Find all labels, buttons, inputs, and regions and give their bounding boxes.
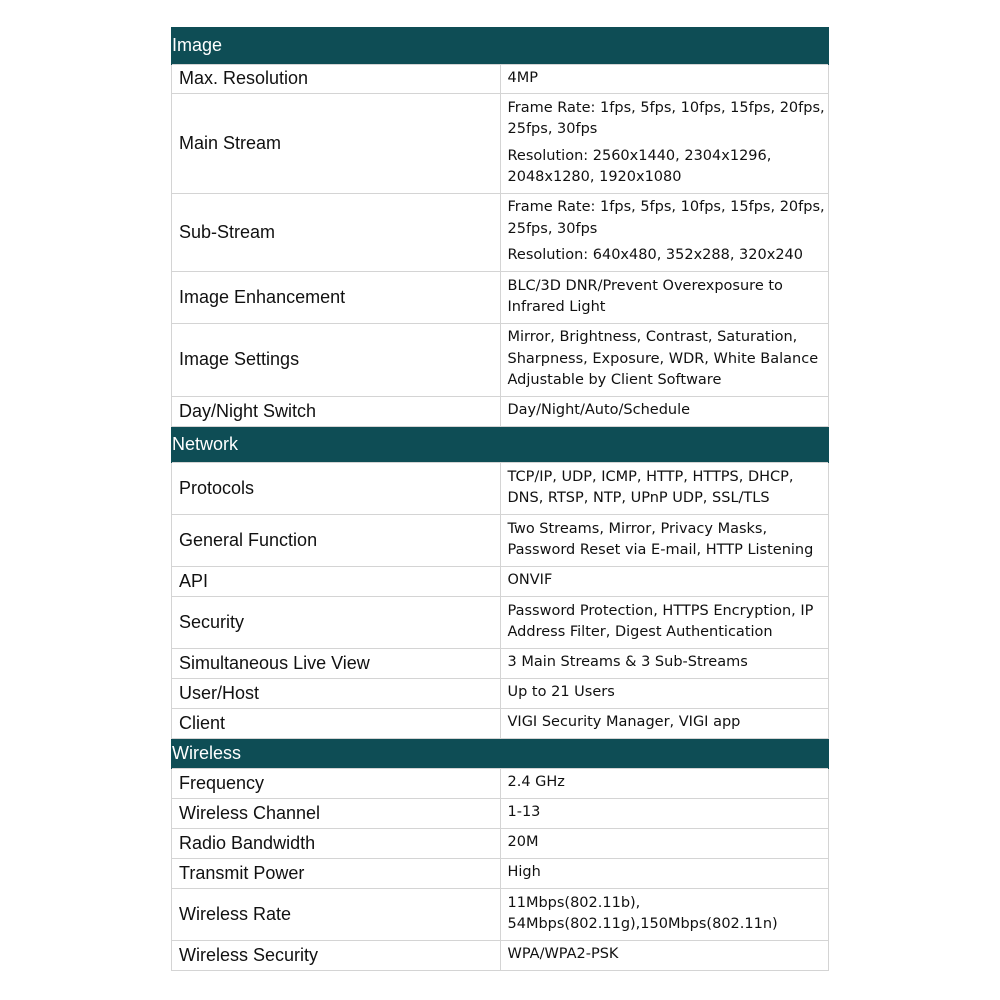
spec-value-line: Resolution: 2560x1440, 2304x1296, 2048x1280, 1920x1080 [507, 147, 772, 185]
spec-value [500, 271, 829, 323]
spec-label: Wireless Channel [172, 798, 501, 828]
spec-value [500, 858, 829, 888]
spec-value [500, 940, 829, 970]
spec-label: Security [172, 596, 501, 648]
spec-value [500, 323, 829, 396]
spec-row-wireless-channel [172, 798, 829, 828]
spec-label: Main Stream [172, 93, 501, 193]
spec-label: Day/Night Switch [172, 396, 501, 426]
spec-label: Image Enhancement [172, 271, 501, 323]
section-title: Image [172, 27, 829, 64]
spec-label: Frequency [172, 768, 501, 798]
spec-value-line: 4MP [507, 69, 538, 86]
spec-label: Transmit Power [172, 858, 501, 888]
spec-value-line: 1-13 [507, 804, 541, 821]
spec-value-line: Password Protection, HTTPS Encryption, IP Address Filter, Digest Authentication [507, 602, 814, 640]
spec-value [500, 193, 829, 271]
spec-row-sub-stream [172, 193, 829, 271]
spec-row-protocols [172, 462, 829, 514]
spec-value-line: High [507, 864, 541, 881]
spec-value-line: 20M [507, 834, 539, 851]
spec-label: Max. Resolution [172, 64, 501, 93]
spec-value [500, 648, 829, 678]
spec-value [500, 93, 829, 193]
section-title: Wireless [172, 738, 829, 768]
spec-row-api [172, 566, 829, 596]
spec-value [500, 768, 829, 798]
spec-value [500, 462, 829, 514]
spec-label: Radio Bandwidth [172, 828, 501, 858]
spec-value [500, 396, 829, 426]
spec-value [500, 566, 829, 596]
spec-row-radio-bandwidth [172, 828, 829, 858]
spec-row-wireless-security [172, 940, 829, 970]
spec-row-general-function [172, 514, 829, 566]
spec-value-line: Resolution: 640x480, 352x288, 320x240 [507, 247, 803, 264]
spec-row-image-enhancement [172, 271, 829, 323]
spec-value-line: Two Streams, Mirror, Privacy Masks, Password Reset via E-mail, HTTP Listening [507, 520, 814, 558]
spec-row-transmit-power [172, 858, 829, 888]
spec-row-main-stream [172, 93, 829, 193]
spec-value [500, 678, 829, 708]
spec-value [500, 708, 829, 738]
section-title: Network [172, 426, 829, 462]
spec-value-line: ONVIF [507, 572, 553, 589]
spec-row-simultaneous-live-view [172, 648, 829, 678]
spec-value [500, 828, 829, 858]
spec-value-line: 2.4 GHz [507, 774, 565, 791]
spec-value-line: Mirror, Brightness, Contrast, Saturation, Sharpness, Exposure, WDR, White Balance Adjustable by Client Software [507, 329, 819, 389]
spec-value-line: Frame Rate: 1fps, 5fps, 10fps, 15fps, 20fps, 25fps, 30fps [507, 99, 825, 137]
spec-value [500, 798, 829, 828]
spec-row-image-settings [172, 323, 829, 396]
section-header-network [172, 426, 829, 462]
spec-row-client [172, 708, 829, 738]
spec-row-wireless-rate [172, 888, 829, 940]
spec-value-line: TCP/IP, UDP, ICMP, HTTP, HTTPS, DHCP, DNS, RTSP, NTP, UPnP UDP, SSL/TLS [507, 468, 794, 506]
spec-label: General Function [172, 514, 501, 566]
spec-label: Sub-Stream [172, 193, 501, 271]
spec-row-max-resolution [172, 64, 829, 93]
spec-value-line: 11Mbps(802.11b), 54Mbps(802.11g),150Mbps(802.11n) [507, 894, 778, 932]
spec-value-line: Up to 21 Users [507, 684, 615, 701]
spec-value [500, 596, 829, 648]
spec-row-user-host [172, 678, 829, 708]
spec-value-line: Frame Rate: 1fps, 5fps, 10fps, 15fps, 20fps, 25fps, 30fps [507, 199, 825, 237]
section-header-wireless [172, 738, 829, 768]
spec-body [172, 27, 829, 970]
spec-label: Client [172, 708, 501, 738]
spec-value [500, 64, 829, 93]
spec-label: Protocols [172, 462, 501, 514]
spec-row-day-night-switch [172, 396, 829, 426]
spec-row-frequency [172, 768, 829, 798]
section-header-image [172, 27, 829, 64]
spec-row-security [172, 596, 829, 648]
spec-label: Image Settings [172, 323, 501, 396]
spec-value [500, 888, 829, 940]
spec-table [171, 27, 829, 971]
spec-label: Wireless Rate [172, 888, 501, 940]
spec-value-line: VIGI Security Manager, VIGI app [507, 714, 741, 731]
spec-label: User/Host [172, 678, 501, 708]
spec-value-line: 3 Main Streams & 3 Sub-Streams [507, 654, 748, 671]
spec-value-line: WPA/WPA2-PSK [507, 946, 619, 963]
spec-label: Simultaneous Live View [172, 648, 501, 678]
spec-label: Wireless Security [172, 940, 501, 970]
spec-value-line: Day/Night/Auto/Schedule [507, 402, 691, 419]
spec-label: API [172, 566, 501, 596]
spec-value [500, 514, 829, 566]
spec-value-line: BLC/3D DNR/Prevent Overexposure to Infrared Light [507, 277, 783, 315]
